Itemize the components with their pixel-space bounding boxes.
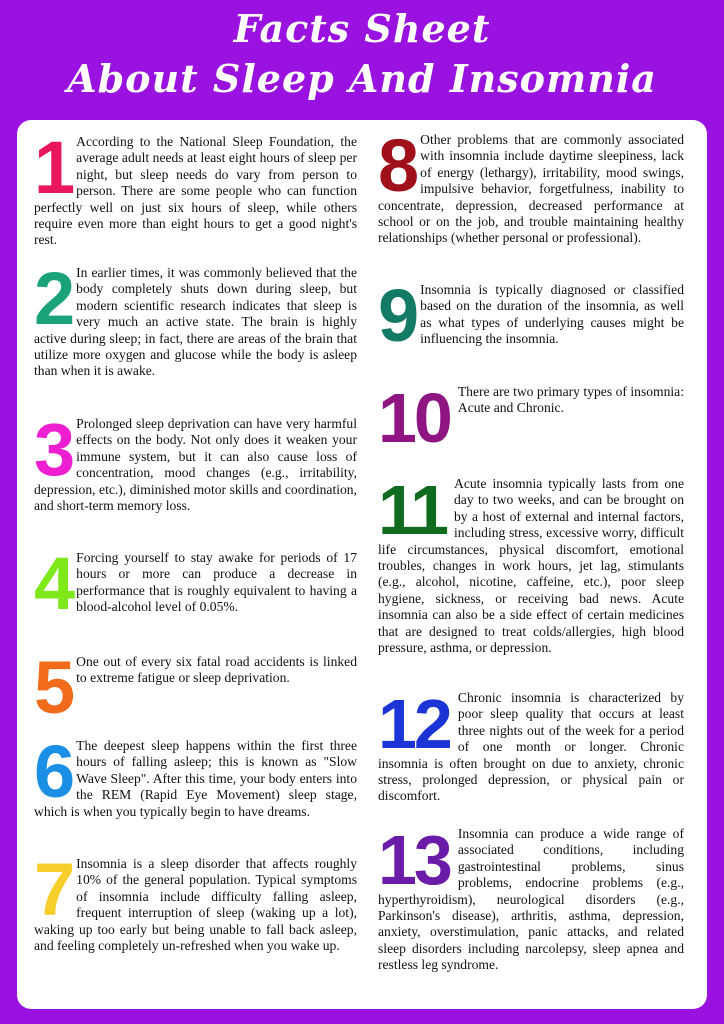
fact-number: 9	[378, 274, 417, 357]
fact-13	[378, 821, 684, 974]
fact-text: Forcing yourself to stay awake for periods of 17 hours or more can produce a decrease in performance that is roughly equivalent to having a blood-alcohol level of 0.05%.	[76, 550, 357, 615]
fact-5	[34, 646, 357, 729]
fact-number: 11	[378, 471, 446, 549]
facts-card	[17, 120, 707, 1009]
fact-text: According to the National Sleep Foundation, the average adult needs at least eight hours of sleep per night, but sleep needs do vary from person to person. There are some people who can function perfectly well on just six hours of sleep, while others require even more than eight hours to get a good night's rest.	[34, 134, 357, 248]
fact-number: 12	[378, 685, 450, 763]
fact-text: Prolonged sleep deprivation can have very harmful effects on the body. Not only does it weaken your immune system, but it can also cause loss of concentration, mood changes (e.g., irritability, depression, etc.), diminished motor skills and coordination, and short-term memory loss.	[34, 416, 357, 514]
fact-number: 4	[34, 542, 73, 625]
fact-7	[34, 848, 357, 954]
fact-text: Insomnia is a sleep disorder that affects roughly 10% of the general population. Typical symptoms of insomnia include difficulty falling asleep, frequent interruption of sleep (waking up a lot), waking up too early but being unable to fall back asleep, and feeling completely un-refreshed when you wake up.	[34, 856, 357, 954]
fact-number: 10	[378, 379, 450, 457]
page-title	[0, 4, 724, 104]
fact-text: Acute insomnia typically lasts from one day to two weeks, and can be brought on by a host of external and internal factors, including stress, excessive worry, difficult life circumstances, physical discomfort, emotional troubles, changes in work hours, jet lag, stimulants (e.g., alcohol, nicotine, caffeine, etc.), poor sleep hygiene, sickness, or receiving bad news. Acute insomnia can also be a side effect of certain medicines that are designed to treat colds/allergies, high blood pressure, asthma, or depression.	[378, 476, 684, 656]
fact-9	[378, 274, 684, 357]
fact-10	[378, 379, 684, 457]
fact-3	[34, 408, 357, 514]
fact-8	[378, 124, 684, 247]
fact-text: Insomnia can produce a wide range of associated conditions, including gastrointestinal problems, sinus problems, endocrine problems (e.g., hyperthyroidism), neurological disorders (e.g., Parkinson's disease), arthritis, asthma, depression, anxiety, overstimulation, panic attacks, and related sleep disorders including narcolepsy, sleep apnea and restless leg syndrome.	[378, 826, 684, 973]
fact-number: 5	[34, 646, 73, 729]
fact-1	[34, 126, 357, 249]
fact-number: 13	[378, 821, 450, 899]
fact-text: In earlier times, it was commonly believed that the body completely shuts down during sleep, but modern scientific research indicates that sleep is very much an active state. The brain is highly active during sleep; in fact, there are areas of the brain that utilize more oxygen and glucose while the body is asleep than when it is awake.	[34, 265, 357, 379]
fact-number: 2	[34, 257, 73, 340]
fact-text: Insomnia is typically diagnosed or classified based on the duration of the insomnia, as well as what types of underlying causes might be influencing the insomnia.	[420, 282, 684, 347]
fact-number: 3	[34, 408, 73, 491]
fact-text: There are two primary types of insomnia: Acute and Chronic.	[457, 384, 684, 416]
fact-6	[34, 730, 357, 820]
fact-12	[378, 685, 684, 805]
fact-4	[34, 542, 357, 625]
fact-2	[34, 257, 357, 380]
title-line-1: Facts Sheet	[233, 6, 491, 51]
fact-number: 1	[34, 126, 73, 209]
fact-number: 6	[34, 730, 73, 813]
fact-number: 8	[378, 124, 417, 207]
fact-text: One out of every six fatal road accidents is linked to extreme fatigue or sleep deprivation.	[76, 654, 357, 686]
fact-text: The deepest sleep happens within the first three hours of falling asleep; this is known as "Slow Wave Sleep". After this time, your body enters into the REM (Rapid Eye Movement) sleep stage, which is when you typically begin to have dreams.	[34, 738, 357, 819]
fact-text: Chronic insomnia is characterized by poor sleep quality that occurs at least three nights out of the week for a period of one month or longer. Chronic insomnia is often brought on due to anxiety, chronic stress, prolonged depression, or physical pain or discomfort.	[378, 690, 684, 804]
title-line-2: About Sleep And Insomnia	[67, 56, 657, 101]
fact-11	[378, 471, 684, 656]
fact-text: Other problems that are commonly associated with insomnia include daytime sleepiness, lack of energy (lethargy), irritability, mood swings, impulsive behavior, forgetfulness, inability to concentrate, depression, decreased performance at school or on the job, and trouble maintaining healthy relationships (whether personal or professional).	[378, 132, 684, 246]
fact-number: 7	[34, 848, 73, 931]
